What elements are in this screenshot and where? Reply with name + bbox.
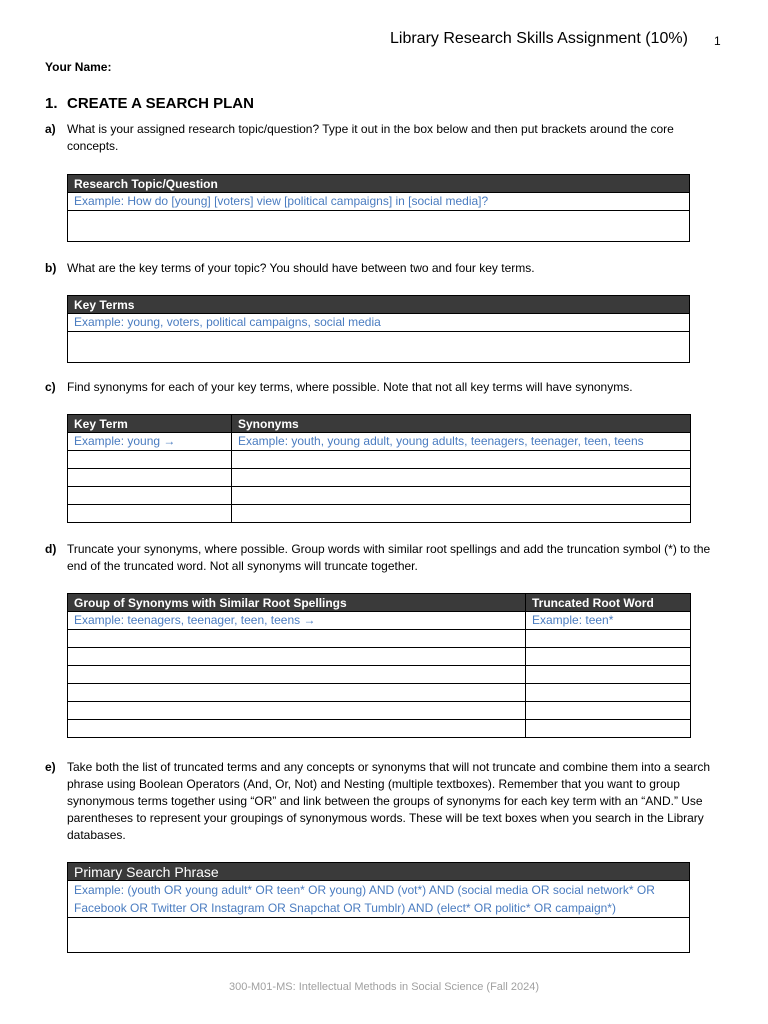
input-cell[interactable] (68, 648, 526, 666)
question-text: Find synonyms for each of your key terms, where possible. Note that not all key terms will have synonyms. (67, 380, 633, 394)
key-terms-table (67, 295, 690, 363)
question-d (45, 541, 725, 575)
input-cell[interactable] (68, 332, 690, 363)
input-cell[interactable] (526, 630, 691, 648)
table-header: Primary Search Phrase (68, 863, 690, 881)
section-title: CREATE A SEARCH PLAN (67, 95, 254, 112)
question-text: What are the key terms of your topic? You should have between two and four key terms. (67, 261, 535, 275)
table-header: Key Terms (68, 296, 690, 314)
input-cell[interactable] (68, 918, 690, 953)
question-letter: a) (45, 122, 56, 136)
input-cell[interactable] (526, 702, 691, 720)
document-title: Library Research Skills Assignment (10%) (390, 30, 688, 47)
input-cell[interactable] (68, 487, 232, 505)
input-cell[interactable] (526, 720, 691, 738)
synonyms-table (67, 414, 691, 523)
question-letter: c) (45, 380, 56, 394)
input-cell[interactable] (232, 469, 691, 487)
input-cell[interactable] (526, 648, 691, 666)
example-cell: Example: young, voters, political campaigns, social media (68, 314, 690, 332)
question-letter: b) (45, 261, 57, 275)
table-header: Truncated Root Word (526, 594, 691, 612)
example-cell: Example: teen* (526, 612, 691, 630)
question-e (45, 759, 725, 844)
table-header: Key Term (68, 415, 232, 433)
your-name-label: Your Name: (45, 60, 112, 74)
example-cell: Example: (youth OR young adult* OR teen* OR young) AND (vot*) AND (social media OR social network* OR Facebook OR Twitter OR Instagram OR Snapchat OR Tumblr) AND (elect* OR politic* OR campaign*) (68, 881, 690, 918)
table-header: Synonyms (232, 415, 691, 433)
input-cell[interactable] (68, 702, 526, 720)
example-cell: Example: youth, young adult, young adults, teenagers, teenager, teen, teens (232, 433, 691, 451)
input-cell[interactable] (526, 684, 691, 702)
section-heading (45, 95, 254, 112)
page-number: 1 (714, 34, 721, 48)
question-letter: e) (45, 760, 56, 774)
input-cell[interactable] (68, 211, 690, 242)
question-c (45, 379, 725, 396)
input-cell[interactable] (68, 684, 526, 702)
question-b (45, 260, 725, 277)
table-header: Research Topic/Question (68, 175, 690, 193)
input-cell[interactable] (526, 666, 691, 684)
truncation-table (67, 593, 691, 738)
input-cell[interactable] (68, 451, 232, 469)
example-cell: Example: How do [young] [voters] view [political campaigns] in [social media]? (68, 193, 690, 211)
question-a (45, 121, 725, 155)
question-text: Truncate your synonyms, where possible. Group words with similar root spellings and add the truncation symbol (*) to the end of the truncated word. Not all synonyms will truncate together. (67, 542, 711, 573)
input-cell[interactable] (68, 630, 526, 648)
input-cell[interactable] (68, 666, 526, 684)
example-cell: Example: teenagers, teenager, teen, teens → (68, 612, 526, 630)
input-cell[interactable] (232, 505, 691, 523)
input-cell[interactable] (68, 469, 232, 487)
input-cell[interactable] (68, 720, 526, 738)
input-cell[interactable] (232, 487, 691, 505)
input-cell[interactable] (232, 451, 691, 469)
question-letter: d) (45, 542, 57, 556)
section-number: 1. (45, 95, 58, 112)
example-cell: Example: young → (68, 433, 232, 451)
search-phrase-table (67, 862, 690, 953)
input-cell[interactable] (68, 505, 232, 523)
question-text: What is your assigned research topic/question? Type it out in the box below and then put brackets around the core concepts. (67, 122, 674, 153)
research-topic-table (67, 174, 690, 242)
table-header: Group of Synonyms with Similar Root Spellings (68, 594, 526, 612)
page-footer: 300-M01-MS: Intellectual Methods in Social Science (Fall 2024) (229, 981, 539, 993)
question-text: Take both the list of truncated terms and any concepts or synonyms that will not truncate and combine them into a search phrase using Boolean Operators (And, Or, Not) and Nesting (multiple textboxes). Remember that you want to group synonymous terms together using “OR” and link between the groups of synonyms for each key term with an “AND.” Use parentheses to represent your groupings of synonymous words. These will be text boxes when you search in the Library databases. (67, 760, 711, 842)
